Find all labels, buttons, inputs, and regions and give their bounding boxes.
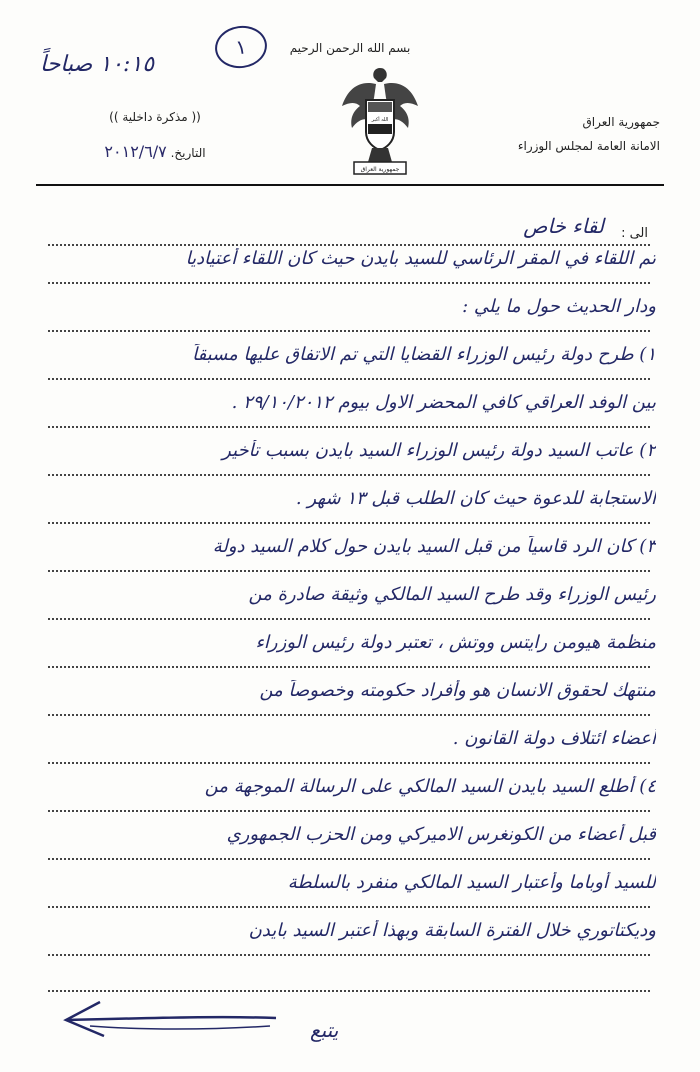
body-line: ٤) أطلع السيد بايدن السيد المالكي على الرسالة الموجهة من — [204, 776, 656, 797]
body-line: تم اللقاء في المقر الرئاسي للسيد بايدن حيث كان اللقاء أعتياديا — [185, 248, 656, 269]
dotted-line — [48, 714, 650, 716]
dotted-line — [48, 330, 650, 332]
body-line: ١) طرح دولة رئيس الوزراء القضايا التي تم الاتفاق عليها مسبقاً — [192, 344, 656, 365]
svg-text:الله أكبر: الله أكبر — [371, 117, 389, 123]
body-line: الاستجابة للدعوة حيث كان الطلب قبل ١٣ شهر . — [295, 488, 656, 509]
office-name: الامانة العامة لمجلس الوزراء — [517, 139, 660, 153]
handwritten-time: ١٠:١٥ صباحاً — [40, 52, 155, 77]
header-divider — [36, 184, 664, 186]
body-line: منتهك لحقوق الانسان هو وأفراد حكومته وخصوصاً من — [259, 680, 656, 701]
country-name: جمهورية العراق — [582, 115, 660, 129]
addressee-value: لقاء خاص — [523, 214, 604, 238]
body-line: قبل أعضاء من الكونغرس الاميركي ومن الحزب الجمهوري — [226, 824, 656, 845]
dotted-line — [48, 474, 650, 476]
dotted-line — [48, 244, 650, 246]
dotted-line — [48, 906, 650, 908]
addressee-label: الى : — [621, 226, 648, 241]
dotted-line — [48, 954, 650, 956]
body-line: منظمة هيومن رايتس ووتش ، تعتبر دولة رئيس الوزراء — [255, 632, 656, 653]
dotted-line — [48, 666, 650, 668]
svg-text:جمهورية العراق: جمهورية العراق — [360, 166, 400, 173]
dotted-line — [48, 282, 650, 284]
body-line: وديكتاتوري خلال الفترة السابقة وبهذا أعتبر السيد بايدن — [248, 920, 656, 941]
memo-date — [55, 142, 255, 161]
page-number: ١ — [212, 23, 269, 72]
dotted-line — [48, 810, 650, 812]
date-label: التاريخ. — [170, 146, 206, 160]
continue-arrow-icon — [60, 996, 280, 1040]
dotted-line — [48, 522, 650, 524]
body-line: رئيس الوزراء وقد طرح السيد المالكي وثيقة صادرة من — [248, 584, 656, 605]
body-line: بين الوفد العراقي كافي المحضر الاول بيوم ٢٩/١٠/٢٠١٢ . — [231, 392, 656, 413]
body-line: ودار الحديث حول ما يلي : — [462, 296, 656, 317]
dotted-line — [48, 858, 650, 860]
memo-type: (( مذكرة داخلية )) — [109, 110, 201, 124]
dotted-line — [48, 618, 650, 620]
dotted-line — [48, 378, 650, 380]
basmala-heading: بسم الله الرحمن الرحيم — [289, 41, 411, 55]
body-line: ٣) كان الرد قاسياً من قبل السيد بايدن حول كلام السيد دولة — [212, 536, 656, 557]
iraq-eagle-emblem-icon — [338, 62, 422, 180]
body-line: للسيد أوباما وأعتبار السيد المالكي منفرد بالسلطة — [287, 872, 656, 893]
sender-block — [430, 110, 660, 158]
body-line: ٢) عاتب السيد دولة رئيس الوزراء السيد بايدن بسبب تأخير — [222, 440, 656, 461]
dotted-line — [48, 990, 650, 992]
date-value: ٢٠١٢/٦/٧ — [104, 142, 167, 161]
followup-word: يتبع — [310, 1018, 339, 1042]
dotted-line — [48, 762, 650, 764]
dotted-line — [48, 426, 650, 428]
body-line: أعضاء ائتلاف دولة القانون . — [452, 728, 656, 749]
dotted-line — [48, 570, 650, 572]
memo-meta — [55, 110, 255, 161]
